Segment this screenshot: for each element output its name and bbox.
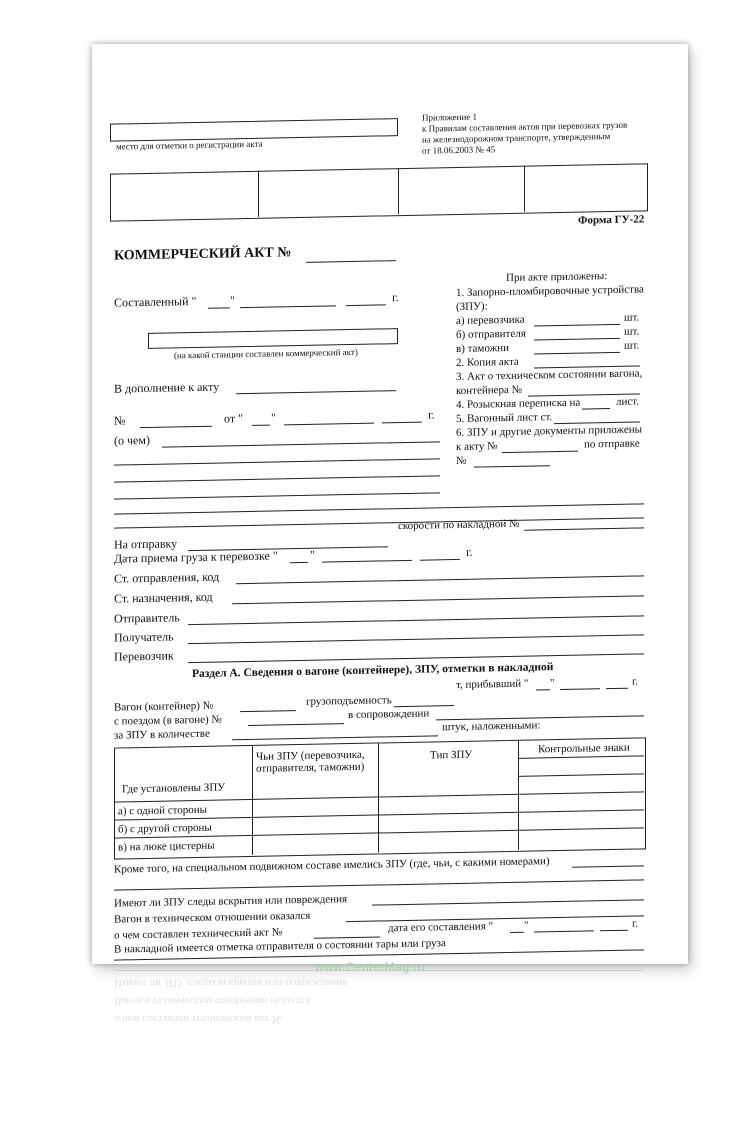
attachment-item-4: 4. Розыскная переписка на — [456, 396, 581, 412]
accept-month-line[interactable] — [322, 560, 412, 563]
attachment-item-6b: к акту № — [456, 440, 498, 454]
besides-label: Кроме того, на специальном подвижном составе имелись ЗПУ (где, чьи, с какими номерами) — [114, 855, 550, 876]
appendix-line-1: Приложение 1 — [422, 111, 478, 123]
tech-act-label: о чем составлен технический акт № — [114, 926, 283, 942]
composed-year-suffix: г. — [392, 290, 399, 305]
zpu-header-marks: Контрольные знаки — [538, 741, 630, 756]
zpu-qty-label: за ЗПУ в количестве — [114, 727, 210, 742]
date-of-day-line[interactable] — [510, 932, 524, 933]
zpu-qty-line[interactable] — [232, 735, 438, 740]
from-quote: " — [271, 410, 276, 425]
about-line-3[interactable] — [114, 475, 440, 482]
capacity-label: грузоподъемность — [306, 694, 392, 708]
dep-station-line[interactable] — [236, 575, 644, 584]
attachment-a-line[interactable] — [534, 324, 620, 327]
arrived-label: т, прибывший " — [456, 677, 529, 692]
from-g: г. — [428, 407, 435, 422]
date-of-g: г. — [632, 917, 639, 930]
speed-line[interactable] — [524, 527, 644, 530]
about-line-1[interactable] — [162, 441, 440, 447]
document-sheet — [92, 44, 688, 964]
attachment-item-1: 1. Запорно-пломбировочные устройства — [456, 283, 644, 300]
accept-day-line[interactable] — [290, 562, 308, 563]
registration-caption: место для отметки о регистрации акта — [116, 138, 263, 152]
carrier-line[interactable] — [188, 653, 644, 663]
besides-line-1[interactable] — [572, 865, 644, 867]
speed-label: скорости по накладной № — [398, 517, 520, 533]
appendix-line-3: на железнодорожном транспорте, утвержденным — [422, 131, 611, 145]
pieces-label: штук, наложенными: — [442, 719, 541, 734]
composed-year-line[interactable] — [346, 304, 386, 306]
carrier-label: Перевозчик — [114, 648, 174, 664]
escort-label: в сопровождении — [348, 707, 430, 722]
zpu-header-where: Где установлены ЗПУ — [122, 781, 226, 796]
dest-station-label: Ст. назначения, код — [114, 589, 213, 606]
receiver-line[interactable] — [188, 634, 644, 644]
attachments-heading: При акте приложены: — [506, 270, 608, 285]
tech-state-label: Вагон в техническом отношении оказался — [114, 909, 311, 926]
about-line-6[interactable] — [114, 517, 644, 528]
from-label: от " — [224, 411, 243, 426]
attachment-b-unit: шт. — [624, 325, 640, 338]
from-month-line[interactable] — [284, 423, 374, 426]
to-shipment-label: На отправку — [114, 536, 178, 552]
date-of-year-line[interactable] — [600, 930, 628, 932]
receiver-label: Получатель — [114, 629, 174, 645]
zpu-row-tank-hatch: в) на люке цистерны — [118, 839, 215, 854]
attachment-item-3: 3. Акт о техническом состоянии вагона, — [456, 367, 643, 384]
watermark: www.CenterMag.ru — [315, 960, 426, 974]
accept-quote: " — [310, 547, 315, 562]
attachment-item-b: б) отправителя — [456, 327, 526, 342]
about-line-2[interactable] — [114, 458, 440, 465]
attachment-item-a: а) перевозчика — [456, 313, 525, 328]
train-label: с поездом (в вагоне) № — [114, 713, 222, 728]
attachment-4-line[interactable] — [582, 408, 610, 410]
traces-line[interactable] — [372, 899, 644, 905]
composed-month-line[interactable] — [240, 305, 336, 308]
header-cell-divider-2 — [398, 168, 399, 214]
form-content — [92, 44, 688, 964]
attachment-6-shipment: по отправке — [584, 437, 640, 451]
wagon-line[interactable] — [240, 710, 296, 712]
date-of-label: дата его составления " — [388, 920, 493, 935]
accept-g: г. — [466, 544, 473, 559]
header-cells — [110, 163, 648, 221]
section-a-title: Раздел А. Сведения о вагоне (контейнере), ЗПУ, отметки в накладной — [192, 661, 554, 681]
waybill-mark-label: В накладной имеется отметка отправителя о состоянии тары или груза — [114, 937, 446, 956]
form-label: Форма ГУ-22 — [578, 213, 645, 227]
sender-label: Отправитель — [114, 610, 180, 626]
tech-state-line[interactable] — [346, 915, 644, 922]
composed-quote: " — [230, 293, 235, 308]
number-label: № — [114, 413, 126, 428]
reflection-line-2: Вагон в техническом отношении оказался — [114, 995, 311, 1007]
about-line-5[interactable] — [114, 503, 644, 514]
arrived-g: г. — [632, 675, 639, 688]
header-cell-divider-3 — [524, 166, 525, 212]
about-line-4[interactable] — [114, 492, 440, 499]
attachment-6-number-line[interactable] — [474, 465, 550, 467]
appendix-line-2: к Правилам составления актов при перевозках грузов — [422, 119, 628, 134]
number-line[interactable] — [140, 426, 212, 428]
page-reflection — [92, 964, 688, 1121]
attachment-item-1b: (ЗПУ): — [456, 300, 488, 314]
composed-day-line[interactable] — [208, 307, 230, 308]
date-of-month-line[interactable] — [534, 930, 594, 932]
zpu-row-other-side: б) с другой стороны — [118, 821, 212, 836]
reflection-line-3: Имеют ли ЗПУ следы вскрытия или повреждения — [114, 977, 348, 989]
attachment-a-unit: шт. — [624, 311, 640, 324]
attachment-6-number: № — [456, 454, 467, 468]
dep-station-label: Ст. отправления, код — [114, 569, 220, 586]
attachment-item-6: 6. ЗПУ и другие документы приложены — [456, 423, 643, 440]
attachment-item-5: 5. Вагонный лист ст. — [456, 411, 553, 426]
addition-line[interactable] — [236, 390, 396, 394]
zpu-row-one-side: а) с одной стороны — [118, 803, 208, 818]
zpu-header-type: Тип ЗПУ — [430, 748, 473, 762]
attachment-c-line[interactable] — [534, 352, 620, 355]
date-of-quote: " — [524, 919, 529, 932]
wagon-label: Вагон (контейнер) № — [114, 699, 214, 714]
station-caption: (на какой станции составлен коммерческий акт) — [174, 346, 358, 361]
attachment-item-2: 2. Копия акта — [456, 355, 519, 370]
act-number-line[interactable] — [306, 260, 396, 263]
page-title: КОММЕРЧЕСКИЙ АКТ № — [114, 245, 292, 264]
accept-year-line[interactable] — [420, 559, 460, 561]
attachment-item-c: в) таможни — [456, 341, 509, 356]
traces-label: Имеют ли ЗПУ следы вскрытия или повреждения — [114, 893, 348, 910]
sender-line[interactable] — [188, 615, 644, 625]
besides-line-2[interactable] — [114, 879, 644, 890]
station-box[interactable] — [148, 328, 398, 349]
arrived-month-line[interactable] — [560, 688, 600, 690]
header-cell-divider-1 — [258, 171, 259, 217]
attachment-item-3b: контейнера № — [456, 383, 523, 398]
accept-date-label: Дата приема груза к перевозке " — [114, 548, 278, 566]
dest-station-line[interactable] — [232, 595, 644, 604]
about-label: (о чем) — [114, 432, 150, 448]
arrived-year-line[interactable] — [606, 688, 628, 689]
train-line[interactable] — [248, 723, 344, 726]
from-day-line[interactable] — [252, 425, 270, 426]
from-year-line[interactable] — [382, 422, 422, 424]
attachment-4-unit: лист. — [616, 395, 639, 408]
reflection-line-1: о чем составлен технический акт № — [114, 1013, 283, 1025]
appendix-line-4: от 18.06.2003 № 45 — [422, 144, 496, 156]
attachment-c-unit: шт. — [624, 339, 640, 352]
composed-label: Составленный " — [114, 293, 197, 310]
attachment-6-act-line[interactable] — [502, 451, 578, 453]
zpu-header-whose: Чьи ЗПУ (перевозчика, отправителя, таможни) — [256, 748, 365, 775]
arrived-quote: " — [550, 677, 555, 690]
arrived-day-line[interactable] — [536, 689, 550, 690]
addition-label: В дополнение к акту — [114, 379, 220, 396]
attachment-b-line[interactable] — [534, 338, 620, 341]
